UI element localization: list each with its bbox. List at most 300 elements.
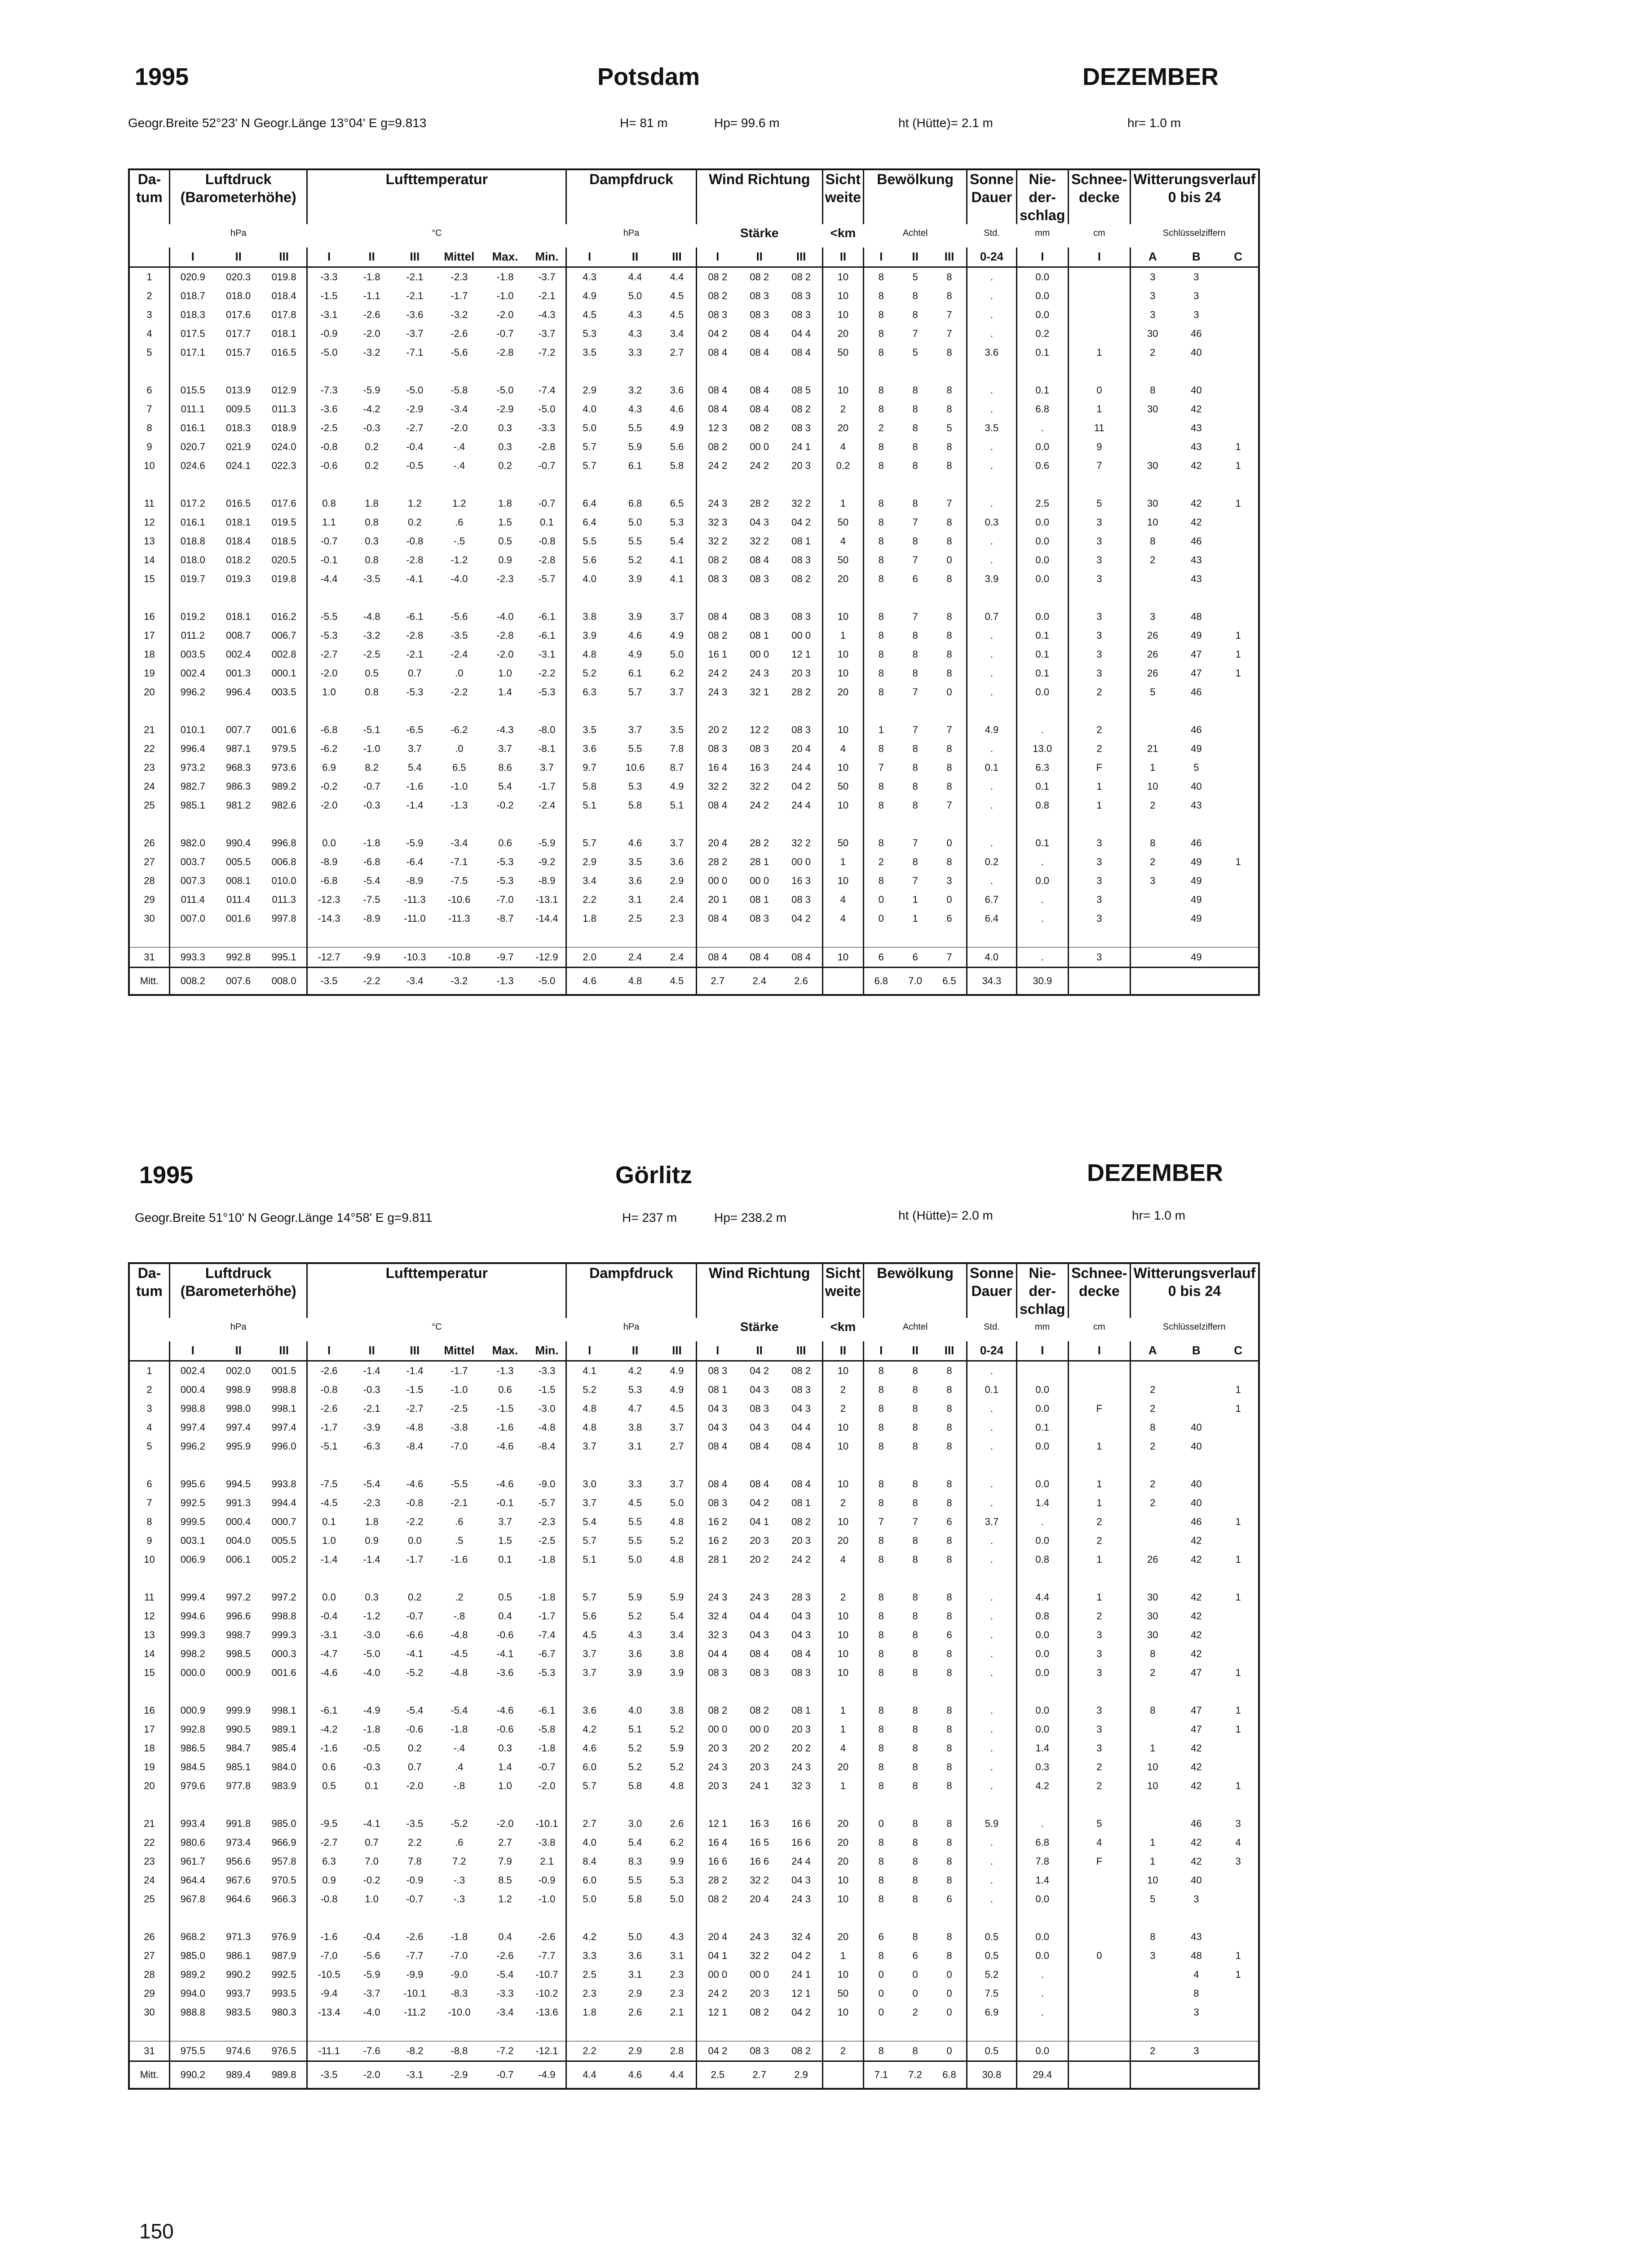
table-cell: 29 — [129, 1984, 169, 2003]
table-cell: 4.5 — [628, 1497, 642, 1508]
table-cell: 5.0 — [670, 649, 684, 660]
table-cell: -0.7 — [363, 781, 380, 792]
table-cell: -1.4 — [307, 1550, 350, 1569]
table-cell: 7 — [912, 517, 918, 528]
table-cell: 8 — [912, 1592, 918, 1603]
table-cell: 6.8 — [1016, 400, 1068, 419]
table-cell: -2.6 — [307, 1399, 350, 1418]
mean-cell: -2.2 — [350, 968, 393, 995]
table-cell: 20 — [822, 419, 864, 438]
table-cell: 8 — [912, 1761, 918, 1773]
table-cell: 1.4 — [498, 1761, 512, 1773]
table-cell: 8 — [1131, 1645, 1175, 1663]
table-cell: 5.8 — [670, 460, 684, 471]
table-cell: 10 — [822, 1475, 864, 1494]
table-cell: . — [967, 1588, 1017, 1607]
table-cell — [1218, 871, 1259, 890]
table-cell: 13 — [129, 1626, 169, 1645]
table-row — [129, 419, 1259, 438]
table-cell: 3.8 — [566, 607, 612, 626]
table-cell: -3.3 — [538, 1365, 556, 1376]
table-cell: 8 — [946, 460, 952, 471]
table-cell: 4.9 — [670, 630, 684, 641]
table-cell: . — [967, 381, 1017, 400]
table-cell: -4.8 — [451, 1667, 468, 1678]
table-cell: -1.8 — [538, 1554, 556, 1565]
table-cell: -6.2 — [307, 739, 350, 758]
table-cell: -0.7 — [538, 498, 556, 509]
table-cell: 2 — [1068, 1777, 1130, 1795]
table-cell: 8 — [912, 441, 918, 452]
table-cell: 24 2 — [696, 1984, 738, 2003]
table-cell: 4.0 — [628, 1705, 642, 1716]
table-cell: 015.5 — [169, 381, 215, 400]
table-cell: 5.9 — [628, 1592, 642, 1603]
table-cell: 08 3 — [791, 309, 811, 320]
table-cell: -2.5 — [451, 1403, 468, 1414]
table-cell: 24 3 — [696, 494, 738, 513]
table-cell: -2.5 — [307, 419, 350, 438]
table-cell: -.5 — [453, 535, 465, 547]
table-cell: 2.9 — [566, 853, 612, 871]
table-cell: 5.7 — [628, 686, 642, 698]
table-row — [129, 1531, 1259, 1550]
table-cell: 08 1 — [750, 894, 769, 905]
mean-cell: 6.8 — [932, 2061, 967, 2089]
table-cell: 4.9 — [967, 721, 1017, 739]
table-row — [129, 1494, 1259, 1512]
table-cell: 8 — [946, 649, 952, 660]
table-cell: 20 4 — [750, 1893, 769, 1905]
mean-cell: 4.6 — [612, 2061, 658, 2089]
table-cell: 003.5 — [169, 645, 215, 664]
table-cell: -1.8 — [496, 271, 514, 283]
table-cell: 4.1 — [670, 573, 684, 584]
table-row — [129, 1890, 1259, 1909]
table-cell: 0.0 — [1016, 1437, 1068, 1456]
table-cell: 3.7 — [566, 1663, 612, 1682]
table-cell: 20 — [129, 683, 169, 702]
header-unit-unit_hpa: hPa — [230, 1322, 247, 1332]
mean-row — [129, 2061, 1259, 2089]
table-cell: -9.5 — [307, 1814, 350, 1833]
table-cell: 993.8 — [271, 1478, 296, 1490]
table-row — [129, 438, 1259, 456]
table-cell: 968.3 — [226, 762, 251, 773]
table-cell: 1.4 — [498, 686, 512, 698]
table-cell: 0.3 — [365, 1592, 379, 1603]
table-row — [129, 1512, 1259, 1531]
header-unit-wind_staerke: Stärke — [740, 1320, 779, 1334]
hut-height: ht (Hütte)= 2.0 m — [898, 1208, 993, 1222]
table-cell: 08 1 — [791, 1705, 811, 1716]
table-cell: 0.1 — [498, 1554, 512, 1565]
table-cell — [1218, 947, 1259, 968]
table-cell: 0.0 — [1016, 607, 1068, 626]
table-cell: 0 — [946, 894, 952, 905]
table-cell: 8 — [1131, 381, 1175, 400]
table-cell: 6.3 — [1016, 758, 1068, 777]
month-title: DEZEMBER — [1082, 63, 1219, 90]
table-cell: -7.2 — [482, 2041, 528, 2061]
table-cell: 8 — [864, 305, 898, 324]
table-cell: 0.1 — [1016, 834, 1068, 853]
table-cell: 9 — [129, 438, 169, 456]
row-gap — [129, 815, 1259, 834]
table-cell: -1.6 — [307, 1928, 350, 1946]
table-cell: 8 — [912, 1610, 918, 1622]
table-cell: 8 — [864, 796, 898, 815]
header-unit-unit_mm: mm — [1035, 1322, 1050, 1332]
table-cell: 2.5 — [566, 1965, 612, 1984]
table-cell: 5.7 — [566, 456, 612, 475]
table-cell: -6.8 — [363, 856, 380, 867]
table-cell: 08 4 — [791, 1441, 811, 1452]
table-cell: 28 3 — [791, 1592, 811, 1603]
header-unit-unit_mm: mm — [1035, 228, 1050, 238]
table-cell: -2.3 — [538, 1516, 556, 1527]
table-cell: -0.9 — [538, 1875, 556, 1886]
table-cell: 986.5 — [169, 1739, 215, 1758]
table-cell: 16 3 — [750, 762, 769, 773]
table-cell: -3.1 — [307, 1626, 350, 1645]
table-cell: -3.7 — [363, 1988, 380, 1999]
table-cell: 8 — [946, 1818, 952, 1829]
table-cell: 3 — [1068, 1645, 1130, 1663]
table-cell: 26 — [1131, 645, 1175, 664]
table-cell: -1.4 — [406, 800, 424, 811]
table-cell: 024.6 — [169, 456, 215, 475]
table-cell: 10 — [822, 1418, 864, 1437]
table-cell: 2 — [1131, 1399, 1175, 1418]
table-cell: 08 4 — [750, 385, 769, 396]
table-cell: 3 — [1068, 1663, 1130, 1682]
table-cell — [1131, 1965, 1175, 1984]
table-cell: 04 3 — [750, 517, 769, 528]
table-cell: -2.1 — [406, 271, 424, 283]
table-cell: -4.7 — [307, 1645, 350, 1663]
table-cell: 0.5 — [967, 1946, 1017, 1965]
table-cell — [1218, 570, 1259, 588]
table-cell: 8 — [864, 267, 898, 287]
table-cell: 8.4 — [566, 1852, 612, 1871]
table-cell: 1 — [1131, 758, 1175, 777]
table-cell: 04 3 — [791, 1610, 811, 1622]
table-cell: 20 3 — [750, 1988, 769, 1999]
table-cell: 5.7 — [566, 1777, 612, 1795]
mean-cell: 29.4 — [1016, 2061, 1068, 2089]
table-cell: .0 — [455, 668, 464, 679]
table-cell: -5.4 — [451, 1705, 468, 1716]
header-unit-unit_schl: Schlüsselziffern — [1162, 1322, 1226, 1332]
table-cell: -3.5 — [406, 1818, 424, 1829]
table-cell — [1068, 1890, 1130, 1909]
table-cell: 7 — [946, 498, 952, 509]
table-cell: 001.3 — [226, 668, 251, 679]
table-cell: 3 — [1068, 834, 1130, 853]
table-cell: 4.8 — [566, 1399, 612, 1418]
table-cell: 0.0 — [1016, 1720, 1068, 1739]
table-cell: -2.8 — [538, 554, 556, 566]
table-cell: 08 3 — [696, 739, 738, 758]
table-cell: 46 — [1191, 535, 1202, 547]
table-cell: -4.2 — [363, 403, 380, 415]
table-cell: 42 — [1191, 1856, 1202, 1867]
table-cell: 08 4 — [696, 909, 738, 928]
table-cell: . — [967, 1645, 1017, 1663]
table-cell: 04 1 — [750, 1516, 769, 1527]
table-cell: 4 — [822, 438, 864, 456]
table-cell: 4.6 — [628, 630, 642, 641]
mean-cell: 989.8 — [261, 2061, 307, 2089]
table-cell: 5.0 — [566, 419, 612, 438]
table-cell — [1131, 1814, 1175, 1833]
year-title: 1995 — [139, 1162, 194, 1189]
mean-cell: 6.5 — [932, 968, 967, 995]
table-cell: . — [967, 626, 1017, 645]
table-cell: 017.1 — [169, 343, 215, 362]
table-cell: 7.2 — [452, 1856, 466, 1867]
table-cell: 018.1 — [226, 611, 251, 622]
table-cell: 024.1 — [226, 460, 251, 471]
table-cell: -3.7 — [538, 328, 556, 339]
table-cell: 4.2 — [566, 1928, 612, 1946]
table-cell: 8 — [912, 1705, 918, 1716]
header-unit-unit_c: °C — [432, 228, 442, 238]
table-cell: -1.7 — [451, 290, 468, 301]
table-cell: .2 — [455, 1592, 464, 1603]
table-cell: 1 — [1068, 777, 1130, 796]
header-sub-label: II — [612, 248, 658, 267]
table-cell: 6 — [129, 381, 169, 400]
table-cell — [1131, 438, 1175, 456]
table-row — [129, 1928, 1259, 1946]
table-cell: 08 2 — [791, 573, 811, 584]
table-cell: 42 — [1191, 403, 1202, 415]
table-cell: 0.2 — [408, 1742, 422, 1754]
table-cell: 3 — [1068, 626, 1130, 645]
header-sub-label: II — [216, 1341, 261, 1361]
table-cell: 996.6 — [226, 1610, 251, 1622]
row-gap — [129, 928, 1259, 947]
table-cell — [1131, 1720, 1175, 1739]
table-cell: 989.2 — [271, 781, 296, 792]
header-sub-label: II — [738, 1341, 781, 1361]
mean-cell — [1174, 2061, 1218, 2089]
table-cell: 7.8 — [670, 743, 684, 754]
row-gap — [129, 702, 1259, 721]
table-cell: 32 2 — [696, 777, 738, 796]
table-cell: 28 2 — [750, 837, 769, 849]
table-cell: 1 — [822, 626, 864, 645]
table-cell: 024.0 — [271, 441, 296, 452]
table-cell: 17 — [129, 1720, 169, 1739]
table-cell: 6.1 — [628, 460, 642, 471]
header-unit-unit_schl: Schlüsselziffern — [1162, 228, 1226, 238]
table-cell: 010.1 — [169, 721, 215, 739]
table-cell: -3.8 — [451, 1422, 468, 1433]
table-cell: 0.4 — [498, 1931, 512, 1942]
table-row — [129, 343, 1259, 362]
table-cell — [1218, 305, 1259, 324]
table-cell: 0.0 — [408, 1535, 422, 1546]
table-cell: 10 — [822, 1645, 864, 1663]
table-cell: 3 — [1068, 532, 1130, 551]
table-cell: 0.1 — [1016, 1418, 1068, 1437]
table-row — [129, 532, 1259, 551]
table-cell — [1218, 343, 1259, 362]
table-cell: 8 — [946, 1365, 952, 1376]
table-cell: 0.9 — [498, 554, 512, 566]
header-unit-unit_cm: cm — [1093, 1322, 1105, 1332]
header-sub-label: III — [261, 248, 307, 267]
table-cell: 6 — [864, 947, 898, 968]
table-cell: 3 — [1193, 290, 1199, 301]
table-cell: 8 — [864, 1701, 898, 1720]
table-cell: -0.7 — [307, 532, 350, 551]
table-cell: 2 — [1131, 1494, 1175, 1512]
table-cell: 08 2 — [750, 1705, 769, 1716]
table-cell: 8 — [864, 1720, 898, 1739]
header-sub-label: C — [1218, 1341, 1259, 1361]
table-cell — [1218, 1890, 1259, 1909]
table-cell: 24 2 — [750, 460, 769, 471]
header-sub-label: III — [932, 248, 967, 267]
table-cell: 0.6 — [498, 837, 512, 849]
table-row — [129, 1626, 1259, 1645]
table-cell: 42 — [1191, 1837, 1202, 1848]
table-cell: 5.3 — [670, 1875, 684, 1886]
table-cell: 006.8 — [271, 856, 296, 867]
table-cell: 11 — [129, 494, 169, 513]
table-cell: 2 — [1068, 739, 1130, 758]
table-cell: -3.6 — [406, 309, 424, 320]
mean-cell: -0.7 — [482, 2061, 528, 2089]
table-cell: 020.5 — [271, 554, 296, 566]
table-cell: 04 4 — [791, 328, 811, 339]
table-cell: -3.1 — [307, 305, 350, 324]
table-cell: 012.9 — [271, 385, 296, 396]
table-cell: 2 — [1131, 343, 1175, 362]
table-cell: 8 — [912, 1875, 918, 1886]
table-cell: -5.6 — [363, 1950, 380, 1961]
table-cell: 47 — [1191, 1667, 1202, 1678]
table-cell — [1218, 513, 1259, 532]
table-cell: 3 — [1131, 305, 1175, 324]
mean-cell: 4.8 — [612, 968, 658, 995]
table-cell: -4.1 — [496, 1648, 514, 1659]
table-cell: -3.6 — [496, 1667, 514, 1678]
table-cell: 08 4 — [696, 1475, 738, 1494]
table-cell: 10 — [822, 758, 864, 777]
table-cell: 3.6 — [670, 385, 684, 396]
table-cell: 20 2 — [750, 1742, 769, 1754]
header-sub-label: II — [350, 248, 393, 267]
table-cell: 21 — [129, 721, 169, 739]
table-cell: 08 1 — [696, 1380, 738, 1399]
table-cell: . — [967, 1720, 1017, 1739]
table-cell: -3.4 — [496, 2007, 514, 2018]
table-cell: 001.5 — [271, 1365, 296, 1376]
table-cell: -2.6 — [363, 309, 380, 320]
table-cell: 08 4 — [696, 400, 738, 419]
table-cell: 1 — [822, 494, 864, 513]
table-cell: 8 — [946, 1705, 952, 1716]
table-cell: -2.2 — [538, 668, 556, 679]
table-cell: 40 — [1191, 781, 1202, 792]
table-cell: -1.8 — [451, 1931, 468, 1942]
header-unit-sicht_unit: <km — [830, 1320, 856, 1334]
table-cell: 2.3 — [670, 1969, 684, 1980]
table-cell — [1131, 1984, 1175, 2003]
table-cell: 16 — [129, 607, 169, 626]
table-cell: 5.2 — [566, 664, 612, 683]
table-cell: 5.6 — [566, 551, 612, 570]
table-cell: -2.8 — [538, 441, 556, 452]
table-cell: 3.7 — [628, 724, 642, 735]
table-cell: 50 — [822, 777, 864, 796]
table-cell: 08 3 — [791, 724, 811, 735]
table-cell: 49 — [1191, 630, 1202, 641]
table-cell: 9.7 — [566, 758, 612, 777]
table-cell: -5.3 — [307, 626, 350, 645]
mean-cell: 7.0 — [898, 968, 932, 995]
table-cell: -2.4 — [538, 800, 556, 811]
table-cell: 3.9 — [628, 611, 642, 622]
table-cell: -0.7 — [406, 1893, 424, 1905]
table-cell: 50 — [822, 551, 864, 570]
table-cell: -7.2 — [538, 347, 556, 358]
table-cell: 002.0 — [226, 1365, 251, 1376]
table-cell: 4.3 — [566, 267, 612, 287]
table-cell — [1218, 400, 1259, 419]
table-cell: -10.7 — [535, 1969, 558, 1980]
table-cell: 2 — [1131, 1437, 1175, 1456]
table-cell: 6.0 — [566, 1871, 612, 1890]
table-cell: 8 — [946, 441, 952, 452]
table-cell: -.4 — [453, 460, 465, 471]
table-cell: 8 — [864, 343, 898, 362]
table-cell — [1218, 607, 1259, 626]
table-cell: . — [967, 871, 1017, 890]
table-cell: 04 1 — [696, 1946, 738, 1965]
weather-table — [128, 1262, 1260, 2090]
table-cell: 5.1 — [628, 1724, 642, 1735]
table-cell: -8.2 — [393, 2041, 437, 2061]
table-cell: -11.3 — [448, 913, 470, 924]
header-sub-label: III — [781, 1341, 823, 1361]
table-cell: -1.5 — [496, 1403, 514, 1414]
table-cell: 8 — [864, 532, 898, 551]
table-cell: 5.0 — [628, 1554, 642, 1565]
table-cell: 002.4 — [169, 1361, 215, 1381]
table-cell: 020.7 — [169, 438, 215, 456]
table-cell: -5.3 — [496, 875, 514, 886]
table-cell: 42 — [1191, 1780, 1202, 1791]
table-cell: 40 — [1191, 1422, 1202, 1433]
table-cell: -0.6 — [307, 456, 350, 475]
mean-cell — [1068, 968, 1130, 995]
table-cell: .6 — [455, 1516, 464, 1527]
table-cell: -0.1 — [496, 1497, 514, 1508]
header-sub-label: Max. — [482, 248, 528, 267]
table-cell: 4 — [129, 324, 169, 343]
table-cell: -10.3 — [393, 947, 437, 968]
table-cell: 5.1 — [566, 796, 612, 815]
table-cell: 6 — [129, 1475, 169, 1494]
table-cell: 8 — [946, 1667, 952, 1678]
table-cell: 1 — [912, 894, 918, 905]
